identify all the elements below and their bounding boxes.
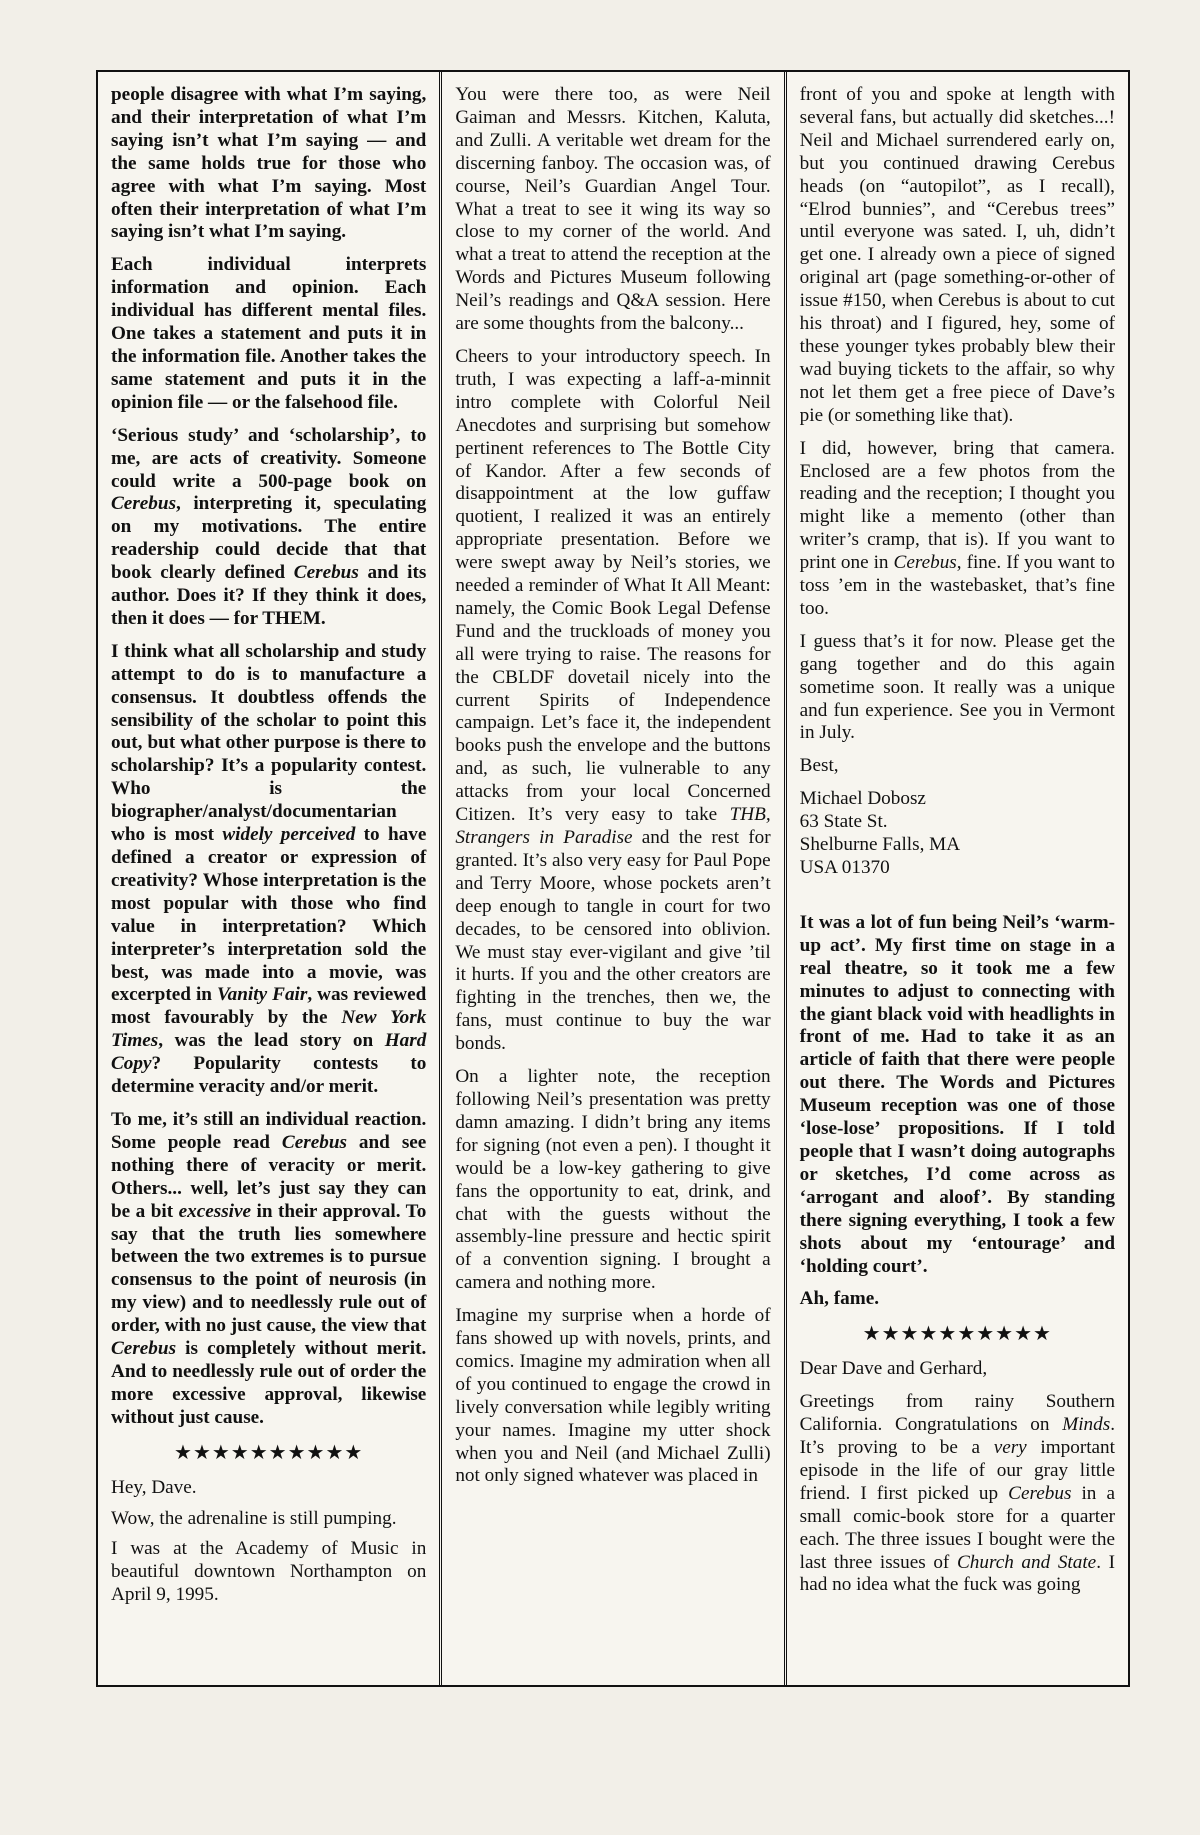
paragraph: You were there too, as were Neil Gaiman and Messrs. Kitchen, Kaluta, and Zulli. A veritable wet dream for the discerning fanboy. The occasion was, of course, Neil’s Guardian Angel Tour. What a treat to see it wing its way so close to my corner of the world. And what a treat to attend the reception at the Words and Pictures Museum following Neil’s readings and Q&A session. Here are some thoughts from the balcony... xyxy=(455,84,771,335)
salutation: Dear Dave and Gerhard, xyxy=(799,1358,988,1380)
address-line: Michael Dobosz xyxy=(799,788,926,810)
star-divider: ★★★★★★★★★★ xyxy=(174,1441,364,1464)
column-2 xyxy=(439,72,783,1685)
paragraph: Cheers to your introductory speech. In truth, I was expecting a laff-a-minnit intro complete with Colorful Neil Anecdotes and surprising but somehow pertinent references to The Bottle City of Kandor. After a few seconds of disappointment at the low guffaw quotient, I realized it was an entirely appropriate presentation. Before we were swept away by Neil’s stories, we needed a reminder of What It All Meant: namely, the Comic Book Legal Defense Fund and the truckloads of money you all were trying to raise. The reasons for the CBLDF dovetail nicely into the current Spirits of Independence campaign. Let’s face it, the independent books push the envelope and the buttons and, as such, lie vulnerable to any attacks from your local Concerned Citizen. It’s very easy to take THB, Strangers in Paradise and the rest for granted. It’s also very easy for Paul Pope and Terry Moore, whose pockets aren’t deep enough to tangle in court for two decades, to be censored into oblivion. We must stay ever-vigilant and give ’til it hurts. If you and the other creators are fighting in the trenches, then we, the fans, must continue to buy the war bonds. xyxy=(455,345,771,1055)
column-3 xyxy=(784,72,1128,1685)
paragraph: I think what all scholarship and study attempt to do is to manufacture a consensus. It doubtless offends the sensibility of the scholar to point this out, but what other purpose is there to scholarship? It’s a popularity contest. Who is the biographer/analyst/documentarian who is most widely perceived to have defined a creator or expression of creativity? Whose interpretation is the most popular with those who find value in interpretation? Which interpreter’s interpretation sold the best, was made into a movie, was excerpted in Vanity Fair, was reviewed most favourably by the New York Times, was the lead story on Hard Copy? Popularity contests to determine veracity and/or merit. xyxy=(111,640,427,1098)
address-line: USA 01370 xyxy=(799,857,890,878)
paragraph: Imagine my surprise when a horde of fans showed up with novels, prints, and comics. Imagine my admiration when all of you continued to engage the crowd in lively conversation while legibly writing your names. Imagine my utter shock when you and Neil (and Michael Zulli) not only signed whatever was placed in xyxy=(455,1305,771,1487)
address-line: 63 State St. xyxy=(799,811,888,833)
reply-paragraph: It was a lot of fun being Neil’s ‘warm-up act’. My first time on stage in a real theatre, so it took me a few minutes to adjust to connecting with the giant black void with headlights in front of me. Had to take it as an article of faith that there were people out there. The Words and Pictures Museum reception was one of those ‘lose-lose’ propositions. If I told people that I wasn’t doing autographs or sketches, I’d come across as ‘arrogant and aloof’. By standing there signing everything, I took a few shots about my ‘entourage’ and ‘holding court’. xyxy=(799,911,1115,1277)
paragraph: On a lighter note, the reception following Neil’s presentation was pretty damn amazing. I didn’t bring any items for signing (not even a pen). I thought it would be a low-key gathering to give fans the opportunity to eat, drink, and chat with the guests without the assembly-line pressure and hectic spirit of a convention signing. I brought a camera and nothing more. xyxy=(455,1066,771,1294)
paragraph: front of you and spoke at length with several fans, but actually did sketches...! Neil and Michael surrendered early on, but you continued drawing Cerebus heads (on “autopilot”, as I recall), “Elrod bunnies”, and “Cerebus trees” until everyone was sated. I, uh, didn’t get one. I already own a piece of signed original art (page something-or-other of issue #150, when Cerebus is about to cut his throat) and I figured, hey, some of these younger tykes probably blew their wad buying tickets to the affair, so why not let them get a free piece of Dave’s pie (or something like that). xyxy=(799,84,1115,426)
paragraph: Each individual interprets information and opinion. Each individual has different mental files. One takes a statement and puts it in the information file. Another takes the same statement and puts it in the opinion file — or the falsehood file. xyxy=(111,254,427,413)
paragraph: I did, however, bring that camera. Enclosed are a few photos from the reading and the reception; I thought you might like a memento (other than writer’s cramp, that is). If you want to print one in Cerebus, fine. If you want to toss ’em in the wastebasket, that’s fine too. xyxy=(799,437,1115,619)
reply-paragraph: Ah, fame. xyxy=(799,1288,880,1310)
paragraph: Wow, the adrenaline is still pumping. xyxy=(111,1507,397,1529)
paragraph: To me, it’s still an individual reaction. Some people read Cerebus and see nothing there of veracity or merit. Others... well, let’s just say they can be a bit excessive in their approval. To say that the truth lies somewhere between the two extremes is to pursue consensus to the point of neurosis (in my view) and to needlessly rule out of order, with no just cause, the view that Cerebus is completely without merit. And to needlessly rule out of order the more excessive approval, likewise without just cause. xyxy=(111,1108,427,1428)
star-divider: ★★★★★★★★★★ xyxy=(862,1323,1052,1346)
column-1 xyxy=(98,72,439,1685)
paragraph: I guess that’s it for now. Please get the gang together and do this again sometime soon. It really was a unique and fun experience. See you in Vermont in July. xyxy=(799,630,1115,744)
address-block xyxy=(800,788,1115,880)
paragraph: I was at the Academy of Music in beautiful downtown Northampton on April 9, 1995. xyxy=(111,1538,427,1606)
paragraph: people disagree with what I’m saying, and their interpretation of what I’m saying isn’t what I’m saying — and the same holds true for those who agree with what I’m saying. Most often their interpretation of what I’m saying isn’t what I’m saying. xyxy=(111,84,427,243)
paragraph: ‘Serious study’ and ‘scholarship’, to me, are acts of creativity. Someone could write a 500-page book on Cerebus, interpreting it, speculating on my motivations. The entire readership could decide that that book clearly defined Cerebus and its author. Does it? If they think it does, then it does — for THEM. xyxy=(111,424,427,629)
sign-off: Best, xyxy=(799,755,839,777)
paragraph: Hey, Dave. xyxy=(111,1476,197,1498)
paragraph: Greetings from rainy Southern California. Congratulations on Minds. It’s proving to be a very important episode in the life of our gray little friend. I first picked up Cerebus in a small comic-book store for a quarter each. The three issues I bought were the last three issues of Church and State. I had no idea what the fuck was going xyxy=(799,1391,1115,1596)
address-line: Shelburne Falls, MA xyxy=(799,834,961,856)
letters-page xyxy=(96,70,1130,1687)
